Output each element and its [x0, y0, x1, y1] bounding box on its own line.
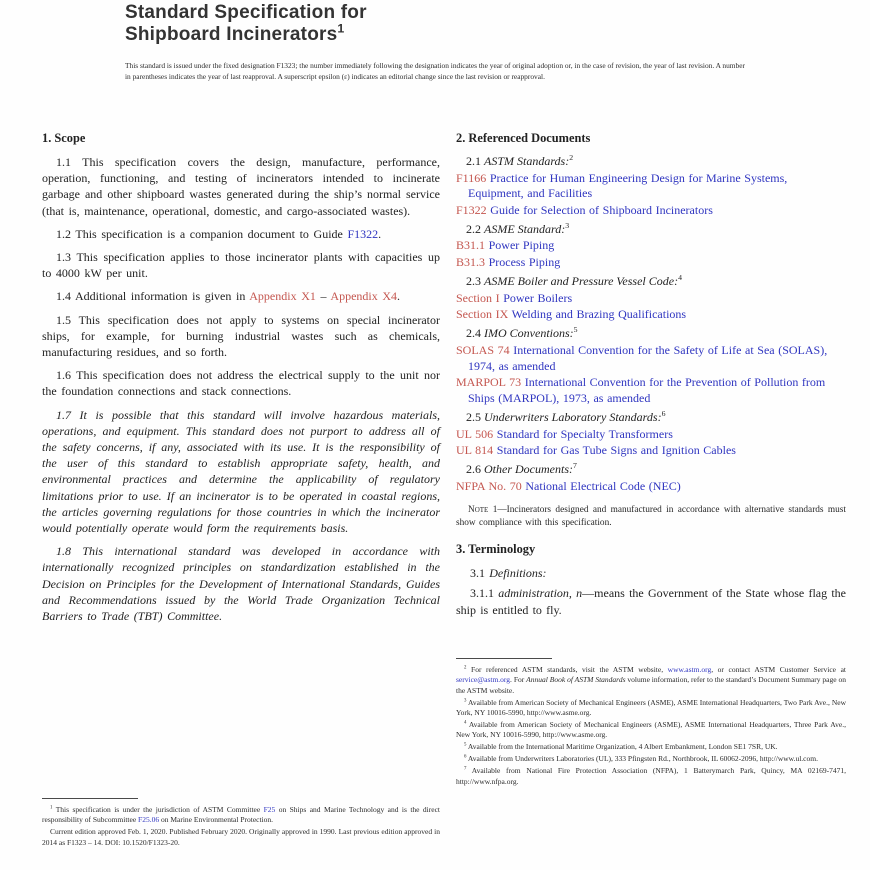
- text-segment: Available from Underwriters Laboratories (UL), 333 Pfingsten Rd., Northbrook, IL 60062-2096, http://www.ul.com.: [466, 754, 818, 764]
- text-segment: 1: [337, 21, 345, 36]
- footnote-2: [456, 665, 846, 696]
- text-segment: 6: [464, 754, 467, 760]
- text-segment: Definitions:: [489, 566, 547, 581]
- text-segment: IMO Conventions:: [484, 326, 574, 341]
- text-segment: –: [315, 289, 331, 304]
- ref-subsection-2-5: [456, 410, 846, 426]
- text-segment: 1.2 This specification is a companion document to Guide: [56, 226, 348, 241]
- text-segment: Current edition approved Feb. 1, 2020. Published February 2020. Originally approved in 1990. Last previous edition approved in 2014 as F1323 – 14. DOI: 10.1520/F1323-20.: [42, 827, 440, 847]
- text-segment: 1: [50, 805, 53, 811]
- scope-heading: 1. Scope: [42, 131, 86, 145]
- footnote-edition: [42, 827, 440, 848]
- text-segment: on Ships and Marine Technology and is the direct responsibility of Subcommittee: [42, 805, 440, 825]
- doc-link[interactable]: service@astm.org: [456, 675, 511, 685]
- text-segment: 2.5: [466, 409, 484, 424]
- doc-link[interactable]: F1322: [456, 202, 491, 217]
- scope-paragraph-1-2: [42, 226, 440, 242]
- doc-link[interactable]: B31.3: [456, 255, 489, 270]
- doc-link[interactable]: Appendix X4: [330, 289, 397, 304]
- doc-link[interactable]: Power Piping: [488, 238, 555, 253]
- text-segment: This specification is under the jurisdiction of ASTM Committee: [52, 805, 264, 814]
- text-segment: .: [397, 289, 400, 304]
- doc-link[interactable]: MARPOL 73: [456, 375, 525, 390]
- text-segment: 2.1: [466, 154, 484, 168]
- text-segment: For referenced ASTM standards, visit the ASTM website,: [466, 665, 668, 674]
- doc-link[interactable]: Power Boilers: [503, 290, 573, 305]
- right-column: [456, 131, 846, 622]
- doc-link[interactable]: National Electrical Code (NEC): [525, 478, 681, 493]
- text-segment: 1.1 This specification covers the design, manufacture, performance, operation, functioning, and testing of incinerators intended to incinerate garbage and other shipboard wastes generated during the ship’s normal service (that is, maintenance, operational, domestic, and cargo-associated wastes).: [42, 155, 440, 218]
- text-segment: 7: [464, 766, 467, 772]
- text-segment: 1.7 It is possible that this standard will involve hazardous materials, operations, and equipment. This standard does not purport to address all of the safety concerns, if any, associated with its use. It is the responsibility of the user of this standard to establish appropriate safety, health, and environmental practices and determine the applicability of regulatory limitations prior to use. If an incinerator is to be operated in coastal regions, the articles governing regulations for those countries in which the incinerator would potentially operate would form the requirements basis.: [42, 407, 440, 536]
- scope-paragraph-1-7: [42, 407, 440, 537]
- doc-link[interactable]: International Convention for the Safety of Life at Sea (SOLAS), 1974, as amended: [468, 343, 828, 373]
- text-segment: Incinerators designed and manufactured in accordance with alternative standards must show compliance with this specification.: [456, 505, 847, 528]
- scope-paragraph-1-5: [42, 312, 440, 361]
- doc-link[interactable]: Practice for Human Engineering Design for Marine Systems, Equipment, and Facilities: [468, 170, 788, 201]
- doc-link[interactable]: Appendix X1: [249, 289, 316, 304]
- text-segment: 3.1.1: [470, 586, 499, 601]
- text-segment: Available from American Society of Mechanical Engineers (ASME), ASME International Headquarters, Three Park Ave., New York, NY 10016-5990, http://www.asme.org.: [456, 720, 846, 740]
- footnote-divider: [42, 798, 138, 799]
- text-segment: 2.2: [466, 221, 484, 236]
- doc-link[interactable]: Section I: [456, 290, 504, 305]
- footnote-7: [456, 766, 846, 787]
- doc-link[interactable]: Welding and Brazing Qualifications: [511, 307, 687, 322]
- left-column: [42, 131, 440, 631]
- text-segment: 1.8 This international standard was developed in accordance with internationally recognized principles on standardization established in the Decision on Principles for the Development of International Standards, Guides and Recommendations issued by the World Trade Organization Technical Barriers to Trade (TBT) Committee.: [42, 544, 440, 624]
- ref-item-f1166: [456, 171, 846, 202]
- doc-link[interactable]: F1322: [347, 226, 379, 241]
- ref-subsection-2-3: [456, 274, 846, 290]
- doc-link[interactable]: Standard for Gas Tube Signs and Ignition Cables: [496, 443, 736, 458]
- text-segment: ASME Standard:: [484, 221, 566, 236]
- text-segment: on Marine Environmental Protection.: [159, 815, 274, 825]
- text-segment: 3: [464, 698, 467, 704]
- doc-link[interactable]: International Convention for the Prevention of Pollution from Ships (MARPOL), 1973, as amended: [468, 375, 826, 405]
- doc-link[interactable]: B31.1: [456, 238, 489, 253]
- ref-item-ul-814: [456, 443, 846, 459]
- ref-item-ul-506: [456, 427, 846, 443]
- footnote-3: [456, 698, 846, 719]
- ref-subsection-2-4: [456, 326, 846, 342]
- text-segment: Shipboard Incinerators: [125, 24, 338, 45]
- scope-paragraph-1-3: [42, 249, 440, 281]
- doc-link[interactable]: Process Piping: [488, 255, 561, 270]
- text-segment: 1.5 This specification does not apply to systems on special incinerator ships, for example, for burning industrial wastes such as chemicals, manufacturing residues, and so forth.: [42, 312, 440, 360]
- text-segment: 5: [573, 325, 578, 335]
- ref-item-solas-74: [456, 343, 846, 374]
- text-segment: 2.6: [466, 462, 484, 477]
- ref-subsection-2-1: [456, 154, 846, 170]
- footnote-5: [456, 742, 846, 752]
- doc-link[interactable]: Standard for Specialty Transformers: [496, 426, 673, 441]
- text-segment: 2: [569, 153, 574, 162]
- text-segment: . For: [510, 675, 527, 685]
- text-segment: .: [378, 226, 382, 241]
- footnote-divider: [456, 658, 552, 659]
- scope-paragraph-1-8: [42, 543, 440, 624]
- issued-note: This standard is issued under the fixed designation F1323; the number immediately following the designation indicates the year of original adoption or, in the case of revision, the year of last revision. A number in parentheses indicates the year of last reapproval. A superscript epsilon (ε) indicates an editorial change since the last revision or reapproval.: [125, 61, 745, 81]
- doc-link[interactable]: Guide for Selection of Shipboard Incinerators: [490, 202, 713, 217]
- text-segment: 5: [464, 742, 467, 748]
- doc-link[interactable]: UL 814: [456, 443, 497, 458]
- doc-link[interactable]: F25: [263, 805, 276, 814]
- text-segment: 1.3 This specification applies to those incinerator plants with capacities up to 4000 kW per unit.: [42, 250, 440, 281]
- note-1: [456, 504, 846, 529]
- text-segment: Available from the International Maritime Organization, 4 Albert Embankment, London SE1 7SR, UK.: [466, 742, 778, 752]
- text-segment: 2: [464, 665, 467, 671]
- ref-item-section-i: [456, 291, 846, 307]
- text-segment: Underwriters Laboratory Standards:: [484, 409, 662, 424]
- text-segment: volume information, refer to the standard’s Document Summary page on the ASTM website.: [456, 675, 846, 695]
- doc-link[interactable]: UL 506: [456, 426, 497, 441]
- text-segment: 1.6 This specification does not address the electrical supply to the unit nor the foundation connections and stack connections.: [42, 368, 440, 399]
- text-segment: 3.1: [470, 566, 490, 581]
- text-segment: 7: [572, 461, 577, 471]
- doc-link[interactable]: NFPA No. 70: [456, 478, 526, 493]
- text-segment: 2.4: [466, 326, 484, 341]
- text-segment: 2.3: [466, 274, 484, 289]
- doc-link[interactable]: F1166: [456, 170, 490, 185]
- text-segment: Annual Book of ASTM Standards: [526, 675, 626, 685]
- text-segment: 4: [678, 273, 682, 283]
- ref-subsection-2-2: [456, 222, 846, 238]
- footnotes-right: [456, 658, 846, 788]
- text-segment: ASME Boiler and Pressure Vessel Code:: [484, 274, 679, 289]
- doc-link[interactable]: F25.06: [138, 815, 160, 825]
- doc-link[interactable]: www.astm.org: [667, 665, 712, 674]
- referenced-documents-heading: 2. Referenced Documents: [456, 131, 591, 145]
- text-segment: ASTM Standards:: [484, 154, 570, 168]
- ref-item-b31-1: [456, 238, 846, 254]
- text-segment: Available from National Fire Protection Association (NFPA), 1 Batterymarch Park, Quincy, MA 02169-7471, http://www.nfpa.org.: [456, 766, 846, 786]
- terminology-heading: 3. Terminology: [456, 542, 536, 557]
- ref-item-section-ix: [456, 307, 846, 323]
- scope-paragraph-1-6: [42, 367, 440, 399]
- text-segment: Note 1—: [468, 505, 507, 516]
- text-segment: Available from American Society of Mechanical Engineers (ASME), ASME International Headquarters, Two Park Ave., New York, NY 10016-5990, http://www.asme.org.: [456, 697, 846, 718]
- text-segment: administration, n: [498, 586, 583, 601]
- text-segment: 1.4 Additional information is given in: [56, 289, 250, 304]
- text-segment: 6: [661, 408, 666, 418]
- text-segment: 4: [464, 720, 467, 726]
- text-segment: , or contact ASTM Customer Service at: [711, 665, 846, 674]
- doc-link[interactable]: SOLAS 74: [456, 343, 514, 358]
- ref-item-nfpa-70: [456, 479, 846, 495]
- terminology-3-1: [456, 565, 846, 581]
- footnote-6: [456, 754, 846, 764]
- footnote-4: [456, 720, 846, 741]
- document-title-line1: Standard Specification for: [125, 2, 367, 23]
- scope-paragraph-1-1: [42, 154, 440, 219]
- terminology-3-1-1: [456, 585, 846, 617]
- text-segment: 3: [565, 220, 570, 230]
- footnote-1: [42, 805, 440, 826]
- ref-item-f1322: [456, 203, 846, 219]
- text-segment: —means the Government of the State whose flag the ship is entitled to fly.: [456, 586, 846, 617]
- document-title: [125, 2, 367, 46]
- ref-subsection-2-6: [456, 462, 846, 478]
- scope-paragraph-1-4: [42, 288, 440, 304]
- ref-item-marpol-73: [456, 375, 846, 406]
- footnotes-left: [42, 798, 440, 850]
- document-title-line2: [125, 21, 367, 46]
- ref-item-b31-3: [456, 255, 846, 271]
- text-segment: Other Documents:: [484, 462, 573, 477]
- doc-link[interactable]: Section IX: [456, 307, 512, 322]
